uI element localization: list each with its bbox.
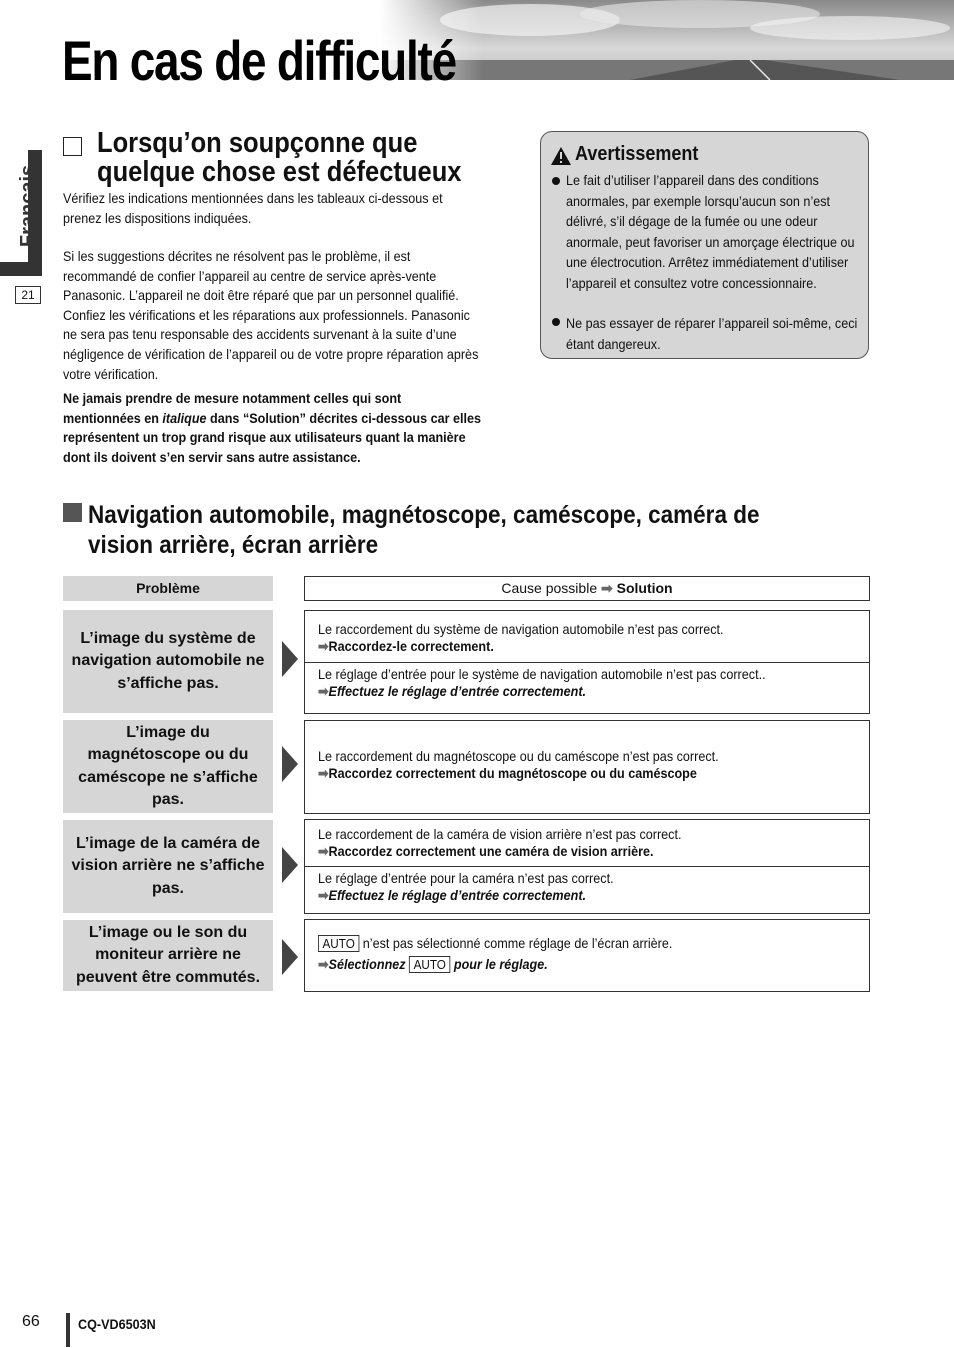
checkbox-square-icon (63, 137, 82, 156)
arrow-icon (282, 847, 298, 883)
table-header-solution: Cause possible ➡ Solution (304, 576, 870, 601)
cause-text: Le raccordement de la caméra de vision arrière n’est pas correct. (318, 826, 682, 842)
solution-text: ➡Raccordez correctement une caméra de vision arrière. (318, 843, 654, 859)
service-paragraph: Si les suggestions décrites ne résolvent pas le problème, il est recommandé de confier l’appareil au centre de service après-vente Panasonic. L’appareil ne doit être réparé que par un personnel qualifié. Confiez les vérifications et les réparations aux professionnels. Panasonic ne sera pas tenu responsable des accidents survenant à la suite d’une négligence de vérification de l’appareil ou de votre propre réparation après votre vérification. (63, 248, 479, 382)
warning-triangle-icon (550, 146, 572, 166)
warning-item: Le fait d’utiliser l’appareil dans des conditions anormales, par exemple lorsqu’aucun son n’est délivré, s’il dégage de la fumée ou une odeur anormale, peut favoriser un amorçage électrique ou une électrocution. Arrêtez immédiatement d’utiliser l’appareil et consultez votre concessionnaire. (566, 172, 855, 291)
section-title: Lorsqu’on soupçonne que quelque chose est défectueux (97, 127, 462, 188)
cause-text: Le réglage d’entrée pour le système de navigation automobile n’est pas correct.. (318, 666, 766, 682)
auto-key-label: AUTO (318, 935, 359, 952)
language-label: Français (17, 164, 39, 248)
filled-square-icon (63, 503, 82, 522)
solution-text: ➡Sélectionnez AUTO pour le réglage. (318, 956, 548, 972)
solution-text: ➡Effectuez le réglage d’entrée correctement. (318, 887, 587, 903)
page-title: En cas de difficulté (62, 29, 456, 92)
bullet-icon (552, 177, 560, 185)
language-tab-bar (0, 262, 42, 276)
table-row-problem: L’image du magnétoscope ou du caméscope ne s’affiche pas. (63, 720, 273, 813)
arrow-icon (282, 641, 298, 677)
bullet-icon (552, 318, 560, 326)
divider (305, 662, 869, 663)
arrow-icon (282, 746, 298, 782)
solution-text: ➡Raccordez correctement du magnétoscope ou du caméscope (318, 765, 697, 781)
cause-text: Le réglage d’entrée pour la caméra n’est pas correct. (318, 870, 614, 886)
solution-text: ➡Raccordez-le correctement. (318, 638, 494, 654)
table-row-problem: L’image du système de navigation automobile ne s’affiche pas. (63, 610, 273, 713)
cause-text: AUTO n’est pas sélectionné comme réglage de l’écran arrière. (318, 935, 858, 952)
arrow-icon (282, 939, 298, 975)
section-title: Navigation automobile, magnétoscope, caméscope, caméra de vision arrière, écran arrière (88, 501, 760, 559)
auto-key-label: AUTO (409, 956, 450, 973)
header-road-photo (380, 0, 954, 80)
page-number: 66 (22, 1313, 40, 1330)
footer-bar (66, 1313, 70, 1347)
warning-item: Ne pas essayer de réparer l’appareil soi-même, ceci étant dangereux. (566, 315, 858, 352)
section-number: 21 (15, 286, 41, 304)
solution-text: ➡Effectuez le réglage d’entrée correctement. (318, 683, 587, 699)
model-number: CQ-VD6503N (78, 1316, 156, 1332)
table-header-problem: Problème (63, 576, 273, 601)
caution-paragraph: Ne jamais prendre de mesure notamment celles qui sont mentionnées en italique dans “Solution” décrites ci-dessous car elles représentent un trop grand risque aux utilisateurs quant la manière dont ils doivent s’en servir sans autre assistance. (63, 390, 482, 465)
table-row-problem: L’image ou le son du moniteur arrière ne peuvent être commutés. (63, 920, 273, 991)
divider (305, 866, 869, 867)
cause-text: Le raccordement du magnétoscope ou du caméscope n’est pas correct. (318, 748, 719, 764)
table-row-problem: L’image de la caméra de vision arrière ne s’affiche pas. (63, 820, 273, 913)
cause-text: Le raccordement du système de navigation automobile n’est pas correct. (318, 621, 724, 637)
intro-paragraph: Vérifiez les indications mentionnées dans les tableaux ci-dessous et prenez les dispositions indiquées. (63, 190, 443, 226)
warning-title: Avertissement (575, 143, 699, 165)
